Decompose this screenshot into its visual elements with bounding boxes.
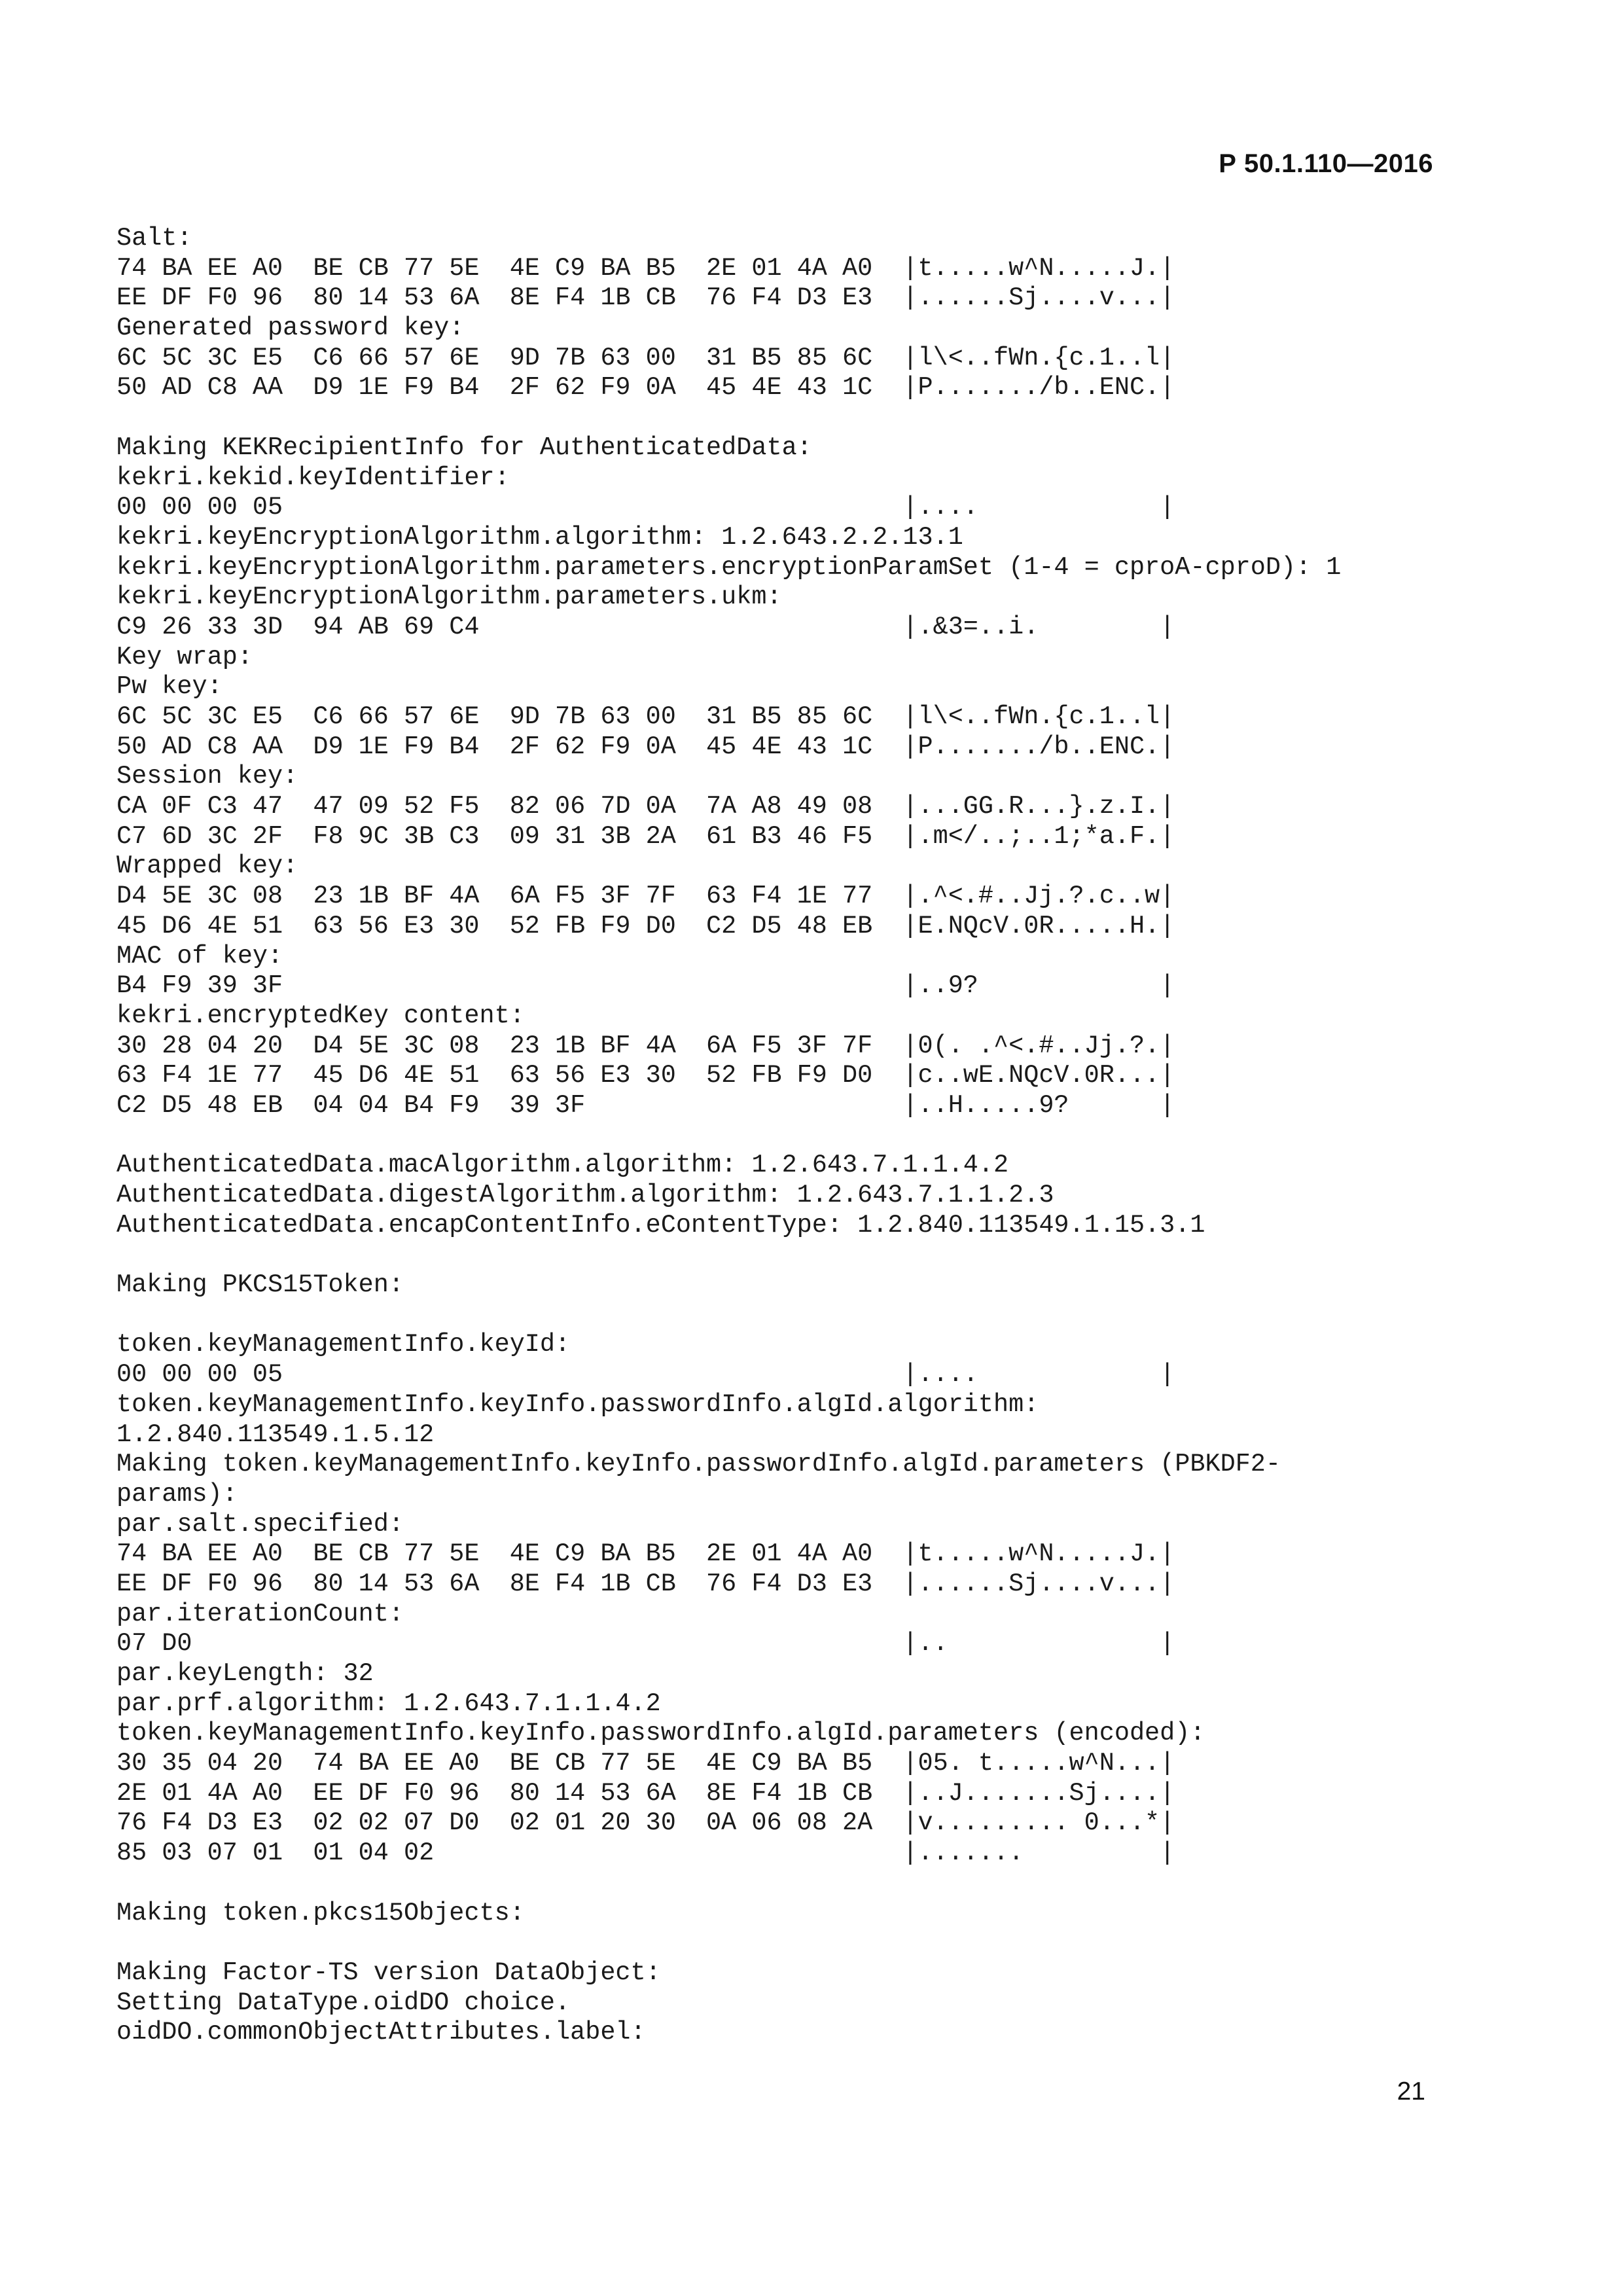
code-line: 6C 5C 3C E5 C6 66 57 6E 9D 7B 63 00 31 B5 85 6C |l\<..fWn.{c.1..l| <box>116 702 1175 731</box>
code-line: B4 F9 39 3F |..9? | <box>116 971 1175 1001</box>
code-line: 74 BA EE A0 BE CB 77 5E 4E C9 BA B5 2E 01 4A A0 |t.....w^N.....J.| <box>116 253 1175 283</box>
code-line: D4 5E 3C 08 23 1B BF 4A 6A F5 3F 7F 63 F4 1E 77 |.^<.#..Jj.?.c..w| <box>116 882 1175 911</box>
code-listing <box>116 224 1504 2048</box>
code-line: 50 AD C8 AA D9 1E F9 B4 2F 62 F9 0A 45 4E 43 1C |P......./b..ENC.| <box>116 732 1175 761</box>
code-line: CA 0F C3 47 47 09 52 F5 82 06 7D 0A 7A A8 49 08 |...GG.R...}.z.I.| <box>116 792 1175 821</box>
code-line: params): <box>116 1479 238 1509</box>
code-line: Making KEKRecipientInfo for AuthenticatedData: <box>116 433 812 462</box>
blank-line <box>116 1121 1504 1151</box>
code-line: 63 F4 1E 77 45 D6 4E 51 63 56 E3 30 52 FB F9 D0 |c..wE.NQcV.0R...| <box>116 1061 1175 1090</box>
code-line: AuthenticatedData.digestAlgorithm.algorithm: 1.2.643.7.1.1.2.3 <box>116 1181 1054 1210</box>
code-line: token.keyManagementInfo.keyInfo.passwordInfo.algId.parameters (encoded): <box>116 1719 1205 1748</box>
code-line: Wrapped key: <box>116 852 298 881</box>
code-line: Making Factor-TS version DataObject: <box>116 1958 661 1987</box>
code-line: 2E 01 4A A0 EE DF F0 96 80 14 53 6A 8E F4 1B CB |..J.......Sj....| <box>116 1778 1175 1808</box>
code-line: Making token.keyManagementInfo.keyInfo.passwordInfo.algId.parameters (PBKDF2- <box>116 1450 1281 1479</box>
code-line: 74 BA EE A0 BE CB 77 5E 4E C9 BA B5 2E 01 4A A0 |t.....w^N.....J.| <box>116 1539 1175 1569</box>
code-line: token.keyManagementInfo.keyInfo.passwordInfo.algId.algorithm: <box>116 1390 1039 1419</box>
document-code-header: Р 50.1.110—2016 <box>1219 149 1433 178</box>
code-line: Setting DataType.oidDO choice. <box>116 1988 571 2017</box>
code-line: 00 00 00 05 |.... | <box>116 1360 1175 1390</box>
code-line: Session key: <box>116 762 298 791</box>
code-line: token.keyManagementInfo.keyId: <box>116 1330 571 1359</box>
code-line: Pw key: <box>116 672 223 702</box>
code-line: 6C 5C 3C E5 C6 66 57 6E 9D 7B 63 00 31 B5 85 6C |l\<..fWn.{c.1..l| <box>116 343 1175 372</box>
code-line: 50 AD C8 AA D9 1E F9 B4 2F 62 F9 0A 45 4E 43 1C |P......./b..ENC.| <box>116 373 1175 403</box>
code-line: AuthenticatedData.macAlgorithm.algorithm: 1.2.643.7.1.1.4.2 <box>116 1151 1009 1180</box>
code-line: kekri.kekid.keyIdentifier: <box>116 463 510 492</box>
blank-line <box>116 1300 1504 1331</box>
code-line: 1.2.840.113549.1.5.12 <box>116 1420 435 1449</box>
code-line: 07 D0 |.. | <box>116 1629 1175 1659</box>
code-line: par.prf.algorithm: 1.2.643.7.1.1.4.2 <box>116 1689 661 1718</box>
code-line: kekri.encryptedKey content: <box>116 1001 525 1030</box>
code-line: kekri.keyEncryptionAlgorithm.algorithm: 1.2.643.2.2.13.1 <box>116 522 963 552</box>
blank-line <box>116 1240 1504 1270</box>
code-line: Making token.pkcs15Objects: <box>116 1898 525 1928</box>
blank-line <box>116 403 1504 433</box>
blank-line <box>116 1928 1504 1958</box>
code-line: 00 00 00 05 |.... | <box>116 493 1175 522</box>
blank-line <box>116 1869 1504 1899</box>
code-line: C2 D5 48 EB 04 04 B4 F9 39 3F |..H.....9? | <box>116 1090 1175 1120</box>
code-line: kekri.keyEncryptionAlgorithm.parameters.encryptionParamSet (1-4 = cproA-cproD): 1 <box>116 552 1342 582</box>
code-line: MAC of key: <box>116 941 283 971</box>
code-line: Generated password key: <box>116 314 465 343</box>
code-line: 76 F4 D3 E3 02 02 07 D0 02 01 20 30 0A 06 08 2A |v......... 0...*| <box>116 1808 1175 1838</box>
code-line: 85 03 07 01 01 04 02 |....... | <box>116 1839 1175 1868</box>
code-line: par.salt.specified: <box>116 1509 404 1539</box>
page-number: 21 <box>1397 2077 1425 2106</box>
code-line: kekri.keyEncryptionAlgorithm.parameters.ukm: <box>116 583 782 612</box>
code-line: C7 6D 3C 2F F8 9C 3B C3 09 31 3B 2A 61 B3 46 F5 |.m</..;..1;*a.F.| <box>116 821 1175 851</box>
code-line: par.keyLength: 32 <box>116 1659 374 1688</box>
code-line: EE DF F0 96 80 14 53 6A 8E F4 1B CB 76 F4 D3 E3 |......Sj....v...| <box>116 283 1175 313</box>
code-line: 45 D6 4E 51 63 56 E3 30 52 FB F9 D0 C2 D5 48 EB |E.NQcV.0R.....H.| <box>116 911 1175 941</box>
code-line: 30 35 04 20 74 BA EE A0 BE CB 77 5E 4E C9 BA B5 |05. t.....w^N...| <box>116 1749 1175 1778</box>
code-line: Salt: <box>116 224 192 253</box>
code-line: Key wrap: <box>116 642 253 672</box>
code-line: AuthenticatedData.encapContentInfo.eContentType: 1.2.840.113549.1.15.3.1 <box>116 1210 1205 1240</box>
code-line: oidDO.commonObjectAttributes.label: <box>116 2018 646 2047</box>
code-line: 30 28 04 20 D4 5E 3C 08 23 1B BF 4A 6A F5 3F 7F |0(. .^<.#..Jj.?.| <box>116 1031 1175 1060</box>
code-line: Making PKCS15Token: <box>116 1270 404 1300</box>
code-line: C9 26 33 3D 94 AB 69 C4 |.&3=..i. | <box>116 612 1175 641</box>
code-line: EE DF F0 96 80 14 53 6A 8E F4 1B CB 76 F4 D3 E3 |......Sj....v...| <box>116 1569 1175 1598</box>
code-line: par.iterationCount: <box>116 1599 404 1628</box>
